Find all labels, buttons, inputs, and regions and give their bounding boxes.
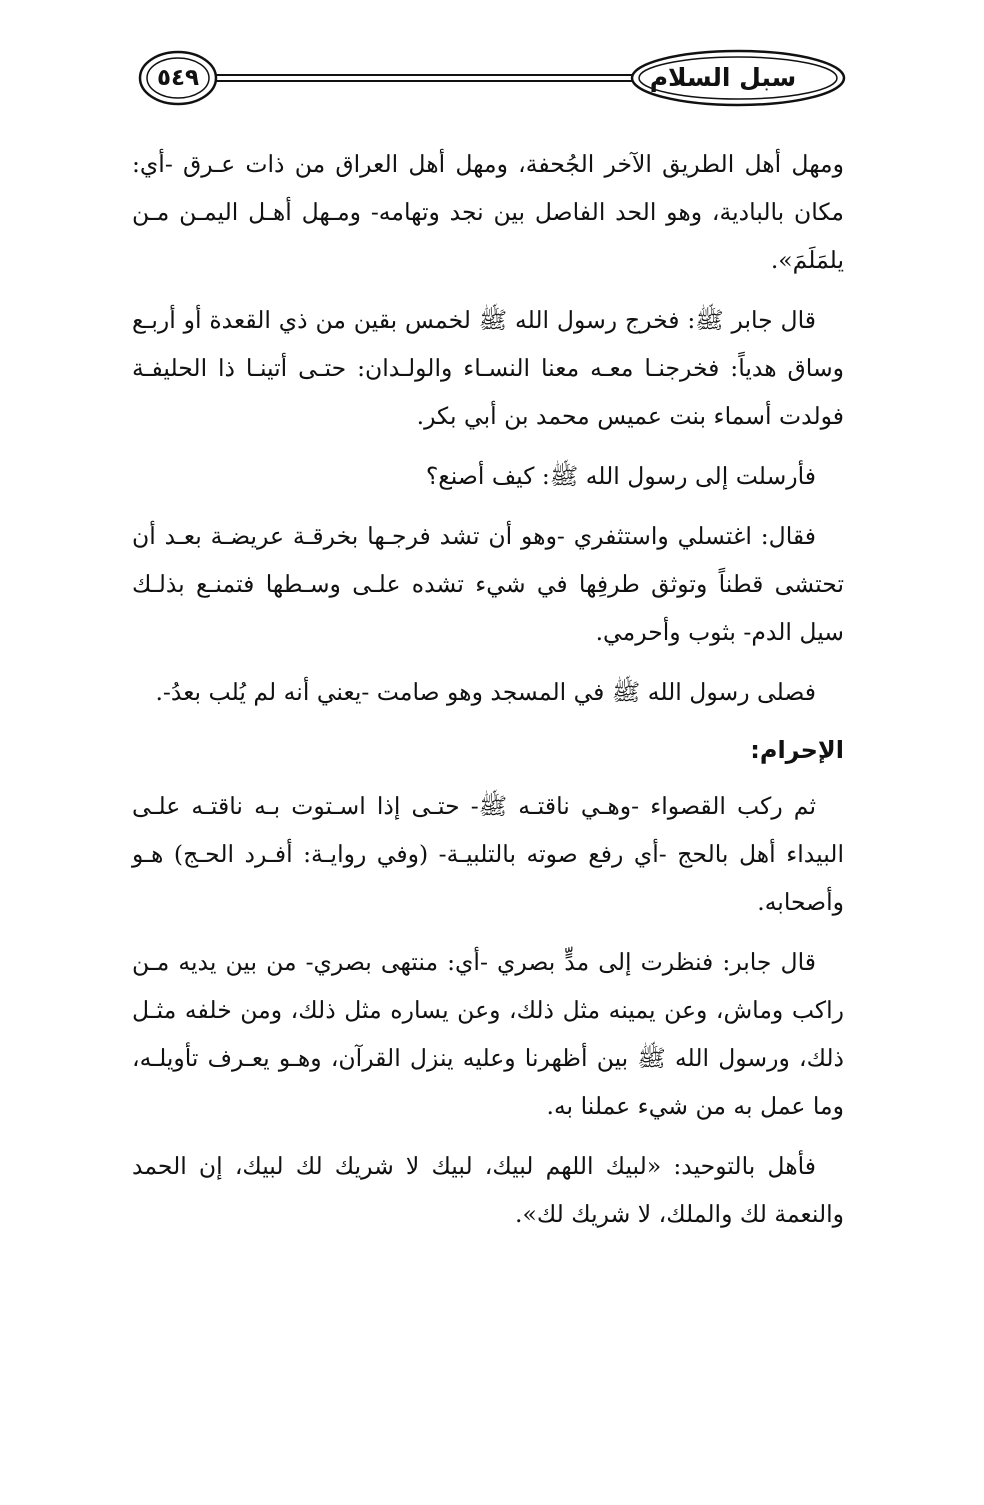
paragraph: فصلى رسول الله ﷺ في المسجد وهو صامت -يعني أنه لم يُلب بعدُ-. xyxy=(155,678,816,706)
section-heading: الإحرام: xyxy=(750,736,844,764)
page-body xyxy=(132,140,844,1250)
paragraph: قال جابر ﷺ: فخرج رسول الله ﷺ لخمس بقين من ذي القعدة أو أربـع وساق هدياً: فخرجنـا معـه معنا النسـاء والولـدان: حتـى أتينـا ذا الحليفـة فولدت أسماء بنت عميس محمد بن أبي بكر. xyxy=(132,306,844,430)
paragraph: قال جابر: فنظرت إلى مدٍّ بصري -أي: منتهى بصري- من بين يديه مـن راكب وماش، وعن يمينه مثل ذلك، وعن يساره مثل ذلك، ومن خلفه مثـل ذلك، ورسول الله ﷺ بين أظهرنا وعليه ينزل القرآن، وهـو يعـرف تأويلـه، وما عمل به من شيء عملنا به. xyxy=(132,948,844,1120)
paragraph: ثم ركب القصواء -وهـي ناقتـه ﷺ- حتـى إذا اسـتوت بـه ناقتـه علـى البيداء أهل بالحج -أي رفع صوته بالتلبيـة- (وفي روايـة: أفـرد الحـج) هـو وأصحابه. xyxy=(132,792,844,916)
paragraph: فأرسلت إلى رسول الله ﷺ: كيف أصنع؟ xyxy=(425,462,816,490)
running-title: سبل السلام xyxy=(649,63,797,92)
page-header xyxy=(138,48,848,110)
paragraph: ومهل أهل الطريق الآخر الجُحفة، ومهل أهل العراق من ذات عـرق -أي: مكان بالبادية، وهو الحد الفاصل بين نجد وتهامه- ومـهل أهـل اليمـن مـن يلمَلَمَ». xyxy=(132,150,844,274)
paragraph: فقال: اغتسلي واستثفري -وهو أن تشد فرجـها بخرقـة عريضـة بعـد أن تحتشى قطناً وتوثق طرفِها في شيء تشده علـى وسـطها فتمنـع بذلـك سيل الدم- بثوب وأحرمي. xyxy=(132,522,844,646)
paragraph: فأهل بالتوحيد: «لبيك اللهم لبيك، لبيك لا شريك لك لبيك، إن الحمد والنعمة لك والملك، لا شريك لك». xyxy=(132,1152,844,1228)
page-number: ٥٤٩ xyxy=(156,65,200,91)
